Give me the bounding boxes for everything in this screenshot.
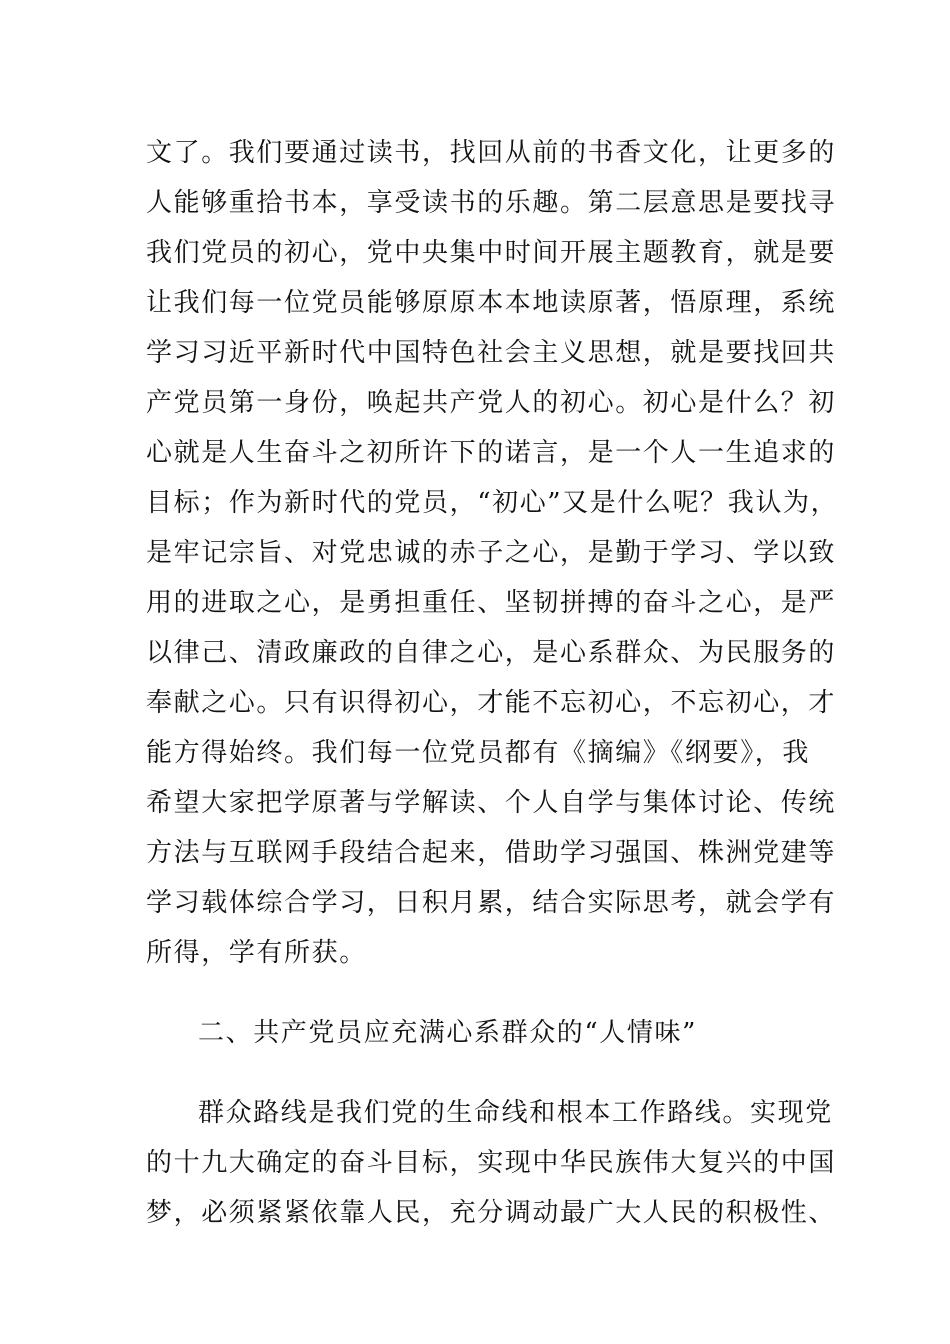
text-line: 心就是人生奋斗之初所许下的诺言，是一个人一生追求的 <box>146 438 837 468</box>
paragraph-continued <box>146 128 839 978</box>
text-line: 的十九大确定的奋斗目标，实现中华民族伟大复兴的中国 <box>146 1148 837 1178</box>
paragraph <box>146 1088 837 1238</box>
text-line: 梦，必须紧紧依靠人民，充分调动最广大人民的积极性、 <box>146 1198 837 1228</box>
text-line: 产党员第一身份，唤起共产党人的初心。初心是什么？初 <box>146 388 837 418</box>
text-line: 所得，学有所获。 <box>146 938 367 968</box>
text-line: 文了。我们要通过读书，找回从前的书香文化，让更多的 <box>146 138 837 168</box>
text-line: 我们党员的初心，党中央集中时间开展主题教育，就是要 <box>146 238 837 268</box>
text-line: 希望大家把学原著与学解读、个人自学与集体讨论、传统 <box>146 788 837 818</box>
text-line: 学习习近平新时代中国特色社会主义思想，就是要找回共 <box>146 338 837 368</box>
text-line: 用的进取之心，是勇担重任、坚韧拼搏的奋斗之心，是严 <box>146 588 837 618</box>
text-line: 是牢记宗旨、对党忠诚的赤子之心，是勤于学习、学以致 <box>146 538 837 568</box>
text-line: 奉献之心。只有识得初心，才能不忘初心，不忘初心，才 <box>146 688 837 718</box>
text-line: 方法与互联网手段结合起来，借助学习强国、株洲党建等 <box>146 838 837 868</box>
text-line: 以律己、清政廉政的自律之心，是心系群众、为民服务的 <box>146 638 837 668</box>
text-line: 让我们每一位党员能够原原本本地读原著，悟原理，系统 <box>146 288 837 318</box>
section-heading: 二、共产党员应充满心系群众的“人情味” <box>198 1018 697 1048</box>
text-line: 学习载体综合学习，日积月累，结合实际思考，就会学有 <box>146 888 837 918</box>
text-line: 人能够重拾书本，享受读书的乐趣。第二层意思是要找寻 <box>146 188 837 218</box>
text-line: 群众路线是我们党的生命线和根本工作路线。实现党 <box>198 1098 833 1128</box>
text-line: 目标；作为新时代的党员，“初心”又是什么呢？我认为， <box>146 488 839 518</box>
text-line: 能方得始终。我们每一位党员都有《摘编》《纲要》，我 <box>146 738 811 768</box>
document-body <box>146 128 839 1238</box>
